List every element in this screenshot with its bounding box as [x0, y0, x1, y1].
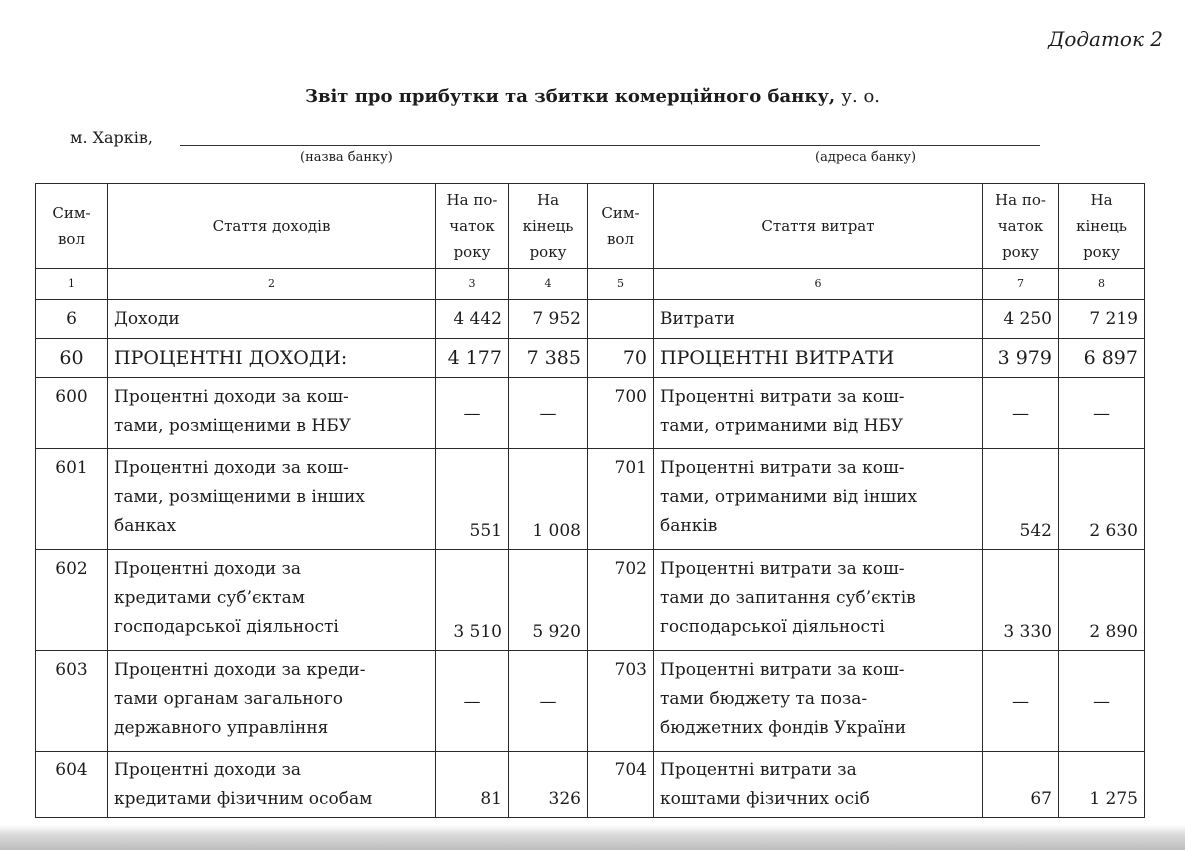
income-symbol: 604: [36, 752, 108, 818]
expense-start-value: 3 979: [983, 339, 1059, 378]
column-number: 7: [983, 269, 1059, 300]
column-number: 1: [36, 269, 108, 300]
report-title-text: Звіт про прибутки та збитки комерційного банку,: [304, 86, 836, 107]
income-item: Процентні доходи за кош- тами, розміщеними в інших банках: [108, 449, 436, 550]
income-start-value: 4 177: [436, 339, 509, 378]
income-start-value: 551: [436, 449, 509, 550]
income-item: Процентні доходи за кредитами фізичним особам: [108, 752, 436, 818]
table-row: [36, 449, 1145, 550]
income-symbol: 6: [36, 300, 108, 339]
income-start-value: —: [436, 378, 509, 449]
income-symbol: 601: [36, 449, 108, 550]
expense-symbol: 703: [588, 651, 654, 752]
addendum-label: Додаток 2: [1048, 27, 1163, 51]
expense-item: Процентні витрати за кош- тами, отриманими від НБУ: [654, 378, 983, 449]
income-end-value: 326: [509, 752, 588, 818]
income-end-value: 7 952: [509, 300, 588, 339]
expense-start-value: 4 250: [983, 300, 1059, 339]
table-row: [36, 550, 1145, 651]
column-number: 4: [509, 269, 588, 300]
city-label: м. Харків,: [70, 128, 153, 147]
expense-symbol: 70: [588, 339, 654, 378]
income-start-value: 81: [436, 752, 509, 818]
table-header-row: [36, 184, 1145, 269]
column-number: 6: [654, 269, 983, 300]
expense-start-value: 3 330: [983, 550, 1059, 651]
income-end-value: 5 920: [509, 550, 588, 651]
header-expense-start: На по- чаток року: [983, 184, 1059, 269]
expense-item: Процентні витрати за кош- тами бюджету та поза- бюджетних фондів України: [654, 651, 983, 752]
expense-item: ПРОЦЕНТНІ ВИТРАТИ: [654, 339, 983, 378]
income-end-value: —: [509, 378, 588, 449]
report-title-unit: у. о.: [841, 86, 881, 107]
expense-end-value: 7 219: [1059, 300, 1145, 339]
income-start-value: 3 510: [436, 550, 509, 651]
expense-start-value: 67: [983, 752, 1059, 818]
income-symbol: 602: [36, 550, 108, 651]
expense-end-value: 1 275: [1059, 752, 1145, 818]
expense-end-value: 2 890: [1059, 550, 1145, 651]
header-income-end: На кінець року: [509, 184, 588, 269]
column-number: 5: [588, 269, 654, 300]
header-expense-end: На кінець року: [1059, 184, 1145, 269]
table-row: [36, 752, 1145, 818]
expense-symbol: 704: [588, 752, 654, 818]
column-number: 8: [1059, 269, 1145, 300]
expense-end-value: 6 897: [1059, 339, 1145, 378]
expense-start-value: —: [983, 651, 1059, 752]
header-income-item: Стаття доходів: [108, 184, 436, 269]
income-item: ПРОЦЕНТНІ ДОХОДИ:: [108, 339, 436, 378]
income-start-value: 4 442: [436, 300, 509, 339]
expense-end-value: —: [1059, 651, 1145, 752]
income-item: Доходи: [108, 300, 436, 339]
table-row: [36, 339, 1145, 378]
income-item: Процентні доходи за креди- тами органам загального державного управління: [108, 651, 436, 752]
expense-symbol: 700: [588, 378, 654, 449]
income-end-value: 1 008: [509, 449, 588, 550]
bank-name-caption: (назва банку): [300, 150, 393, 165]
column-number-row: [36, 269, 1145, 300]
report-title: [0, 86, 1185, 107]
expense-symbol: 701: [588, 449, 654, 550]
header-symbol-expense: Сим- вол: [588, 184, 654, 269]
income-symbol: 600: [36, 378, 108, 449]
expense-item: Процентні витрати за кош- тами, отриманими від інших банків: [654, 449, 983, 550]
scan-edge-shadow: [0, 825, 1185, 850]
income-symbol: 603: [36, 651, 108, 752]
expense-symbol: 702: [588, 550, 654, 651]
income-start-value: —: [436, 651, 509, 752]
income-end-value: 7 385: [509, 339, 588, 378]
expense-end-value: —: [1059, 378, 1145, 449]
bank-fill-line: [180, 145, 1040, 146]
income-symbol: 60: [36, 339, 108, 378]
table-row: [36, 378, 1145, 449]
income-expense-table: [35, 183, 1145, 818]
expense-symbol: [588, 300, 654, 339]
column-number: 3: [436, 269, 509, 300]
expense-item: Процентні витрати за кош- тами до запитання суб’єктів господарської діяльності: [654, 550, 983, 651]
income-item: Процентні доходи за кош- тами, розміщеними в НБУ: [108, 378, 436, 449]
income-end-value: —: [509, 651, 588, 752]
header-symbol-income: Сим- вол: [36, 184, 108, 269]
table-row: [36, 300, 1145, 339]
expense-start-value: 542: [983, 449, 1059, 550]
header-expense-item: Стаття витрат: [654, 184, 983, 269]
expense-start-value: —: [983, 378, 1059, 449]
expense-end-value: 2 630: [1059, 449, 1145, 550]
table-row: [36, 651, 1145, 752]
income-item: Процентні доходи за кредитами суб’єктам господарської діяльності: [108, 550, 436, 651]
expense-item: Витрати: [654, 300, 983, 339]
expense-item: Процентні витрати за коштами фізичних осіб: [654, 752, 983, 818]
bank-address-caption: (адреса банку): [815, 150, 917, 165]
column-number: 2: [108, 269, 436, 300]
header-income-start: На по- чаток року: [436, 184, 509, 269]
